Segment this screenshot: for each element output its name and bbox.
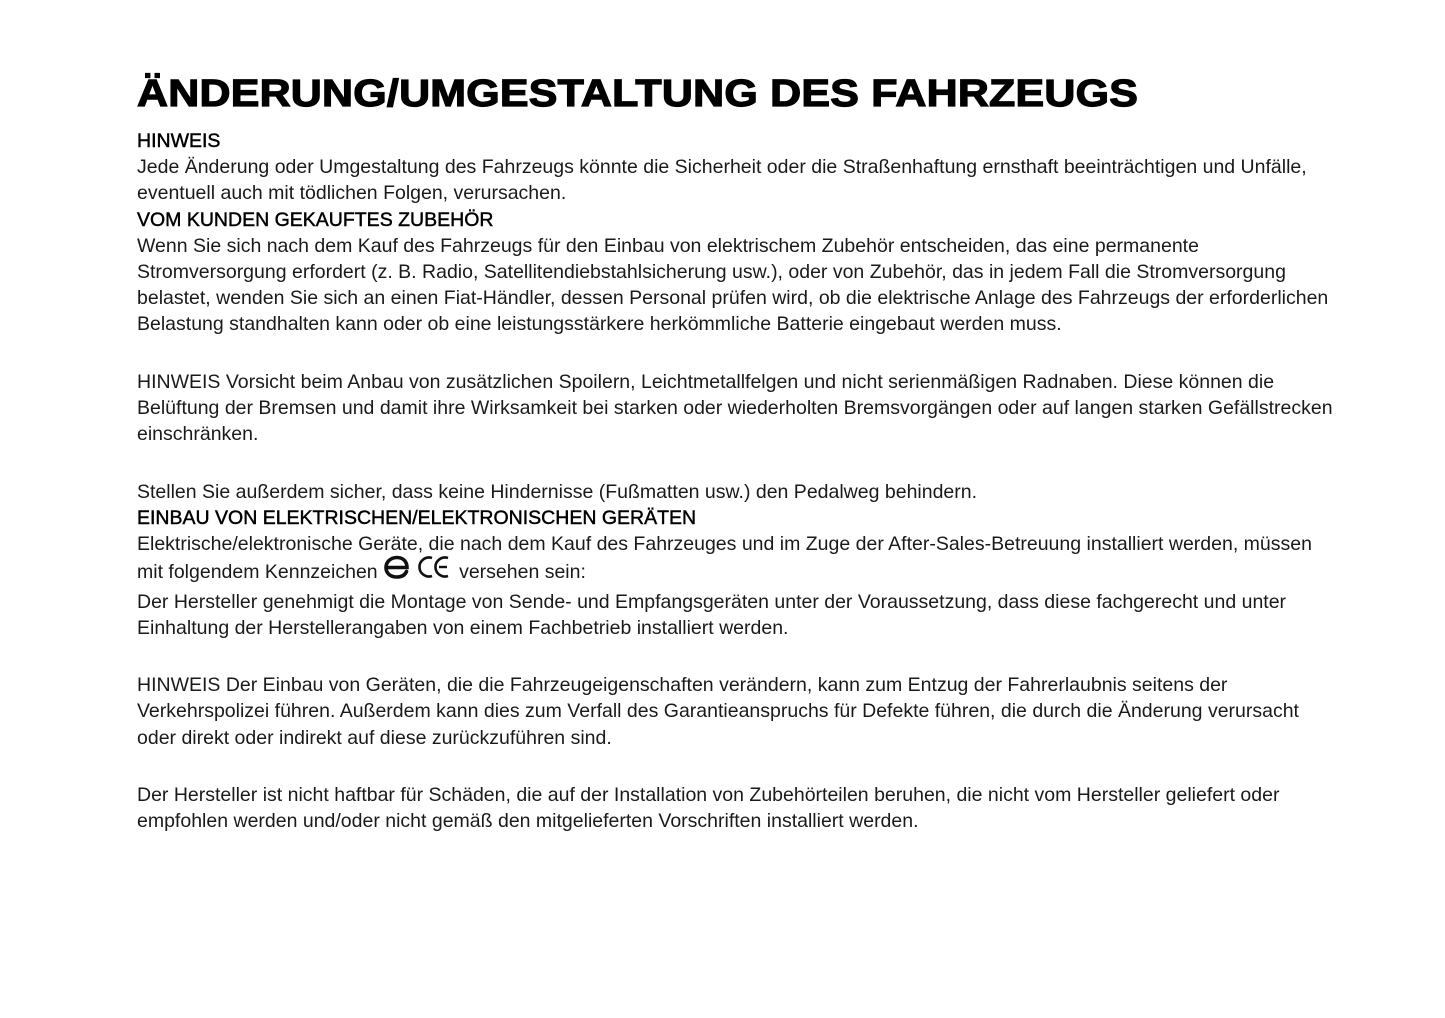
page-title: ÄNDERUNG/UMGESTALTUNG DES FAHRZEUGS xyxy=(137,73,1139,115)
paragraph-warning: Jede Änderung oder Umgestaltung des Fahrzeugs könnte die Sicherheit oder die Straßenhaftung ernsthaft beeinträchtigen und Unfälle, eventuell auch mit tödlichen Folgen, verursachen. xyxy=(137,156,1307,205)
electronic-devices-text-end: versehen sein: xyxy=(459,561,586,584)
paragraph-accessories: Wenn Sie sich nach dem Kauf des Fahrzeugs für den Einbau von elektrischem Zubehör entscheiden, das eine permanente Stromversorgung erfordert (z. B. Radio, Satellitendiebstahlsicherung usw.), oder von Zubehör, das in jedem Fall die Stromversorgung belastet, wenden Sie sich an einen Fiat-Händler, dessen Personal prüfen wird, ob die elektrische Anlage des Fahrzeugs der erforderlichen Belastung standhalten kann oder ob eine leistungsstärkere herkömmliche Batterie eingebaut werden muss. xyxy=(137,234,1329,336)
paragraph-liability: Der Hersteller ist nicht haftbar für Schäden, die auf der Installation von Zubehörteilen beruhen, die nicht vom Hersteller geliefert oder empfohlen werden und/oder nicht gemäß den mitgelieferten Vorschriften installiert werden. xyxy=(137,784,1280,833)
paragraph-spoilers-note: HINWEIS Vorsicht beim Anbau von zusätzlichen Spoilern, Leichtmetallfelgen und nicht serienmäßigen Radnaben. Diese können die Belüftung der Bremsen und damit ihre Wirksamkeit bei starken oder wiederholten Bremsvorgängen oder auf langen starken Gefällstrecken einschränken. xyxy=(137,370,1333,446)
paragraph-electronic-devices xyxy=(137,531,1337,589)
section-heading-electronic-devices: EINBAU VON ELEKTRISCHEN/ELEKTRONISCHEN GERÄTEN xyxy=(137,506,697,529)
paragraph-spacer xyxy=(137,751,1337,782)
paragraph-license-warning: HINWEIS Der Einbau von Geräten, die die Fahrzeugeigenschaften verändern, kann zum Entzug der Fahrerlaubnis seitens der Verkehrspolizei führen. Außerdem kann dies zum Verfall des Garantieanspruchs für Defekte führen, die durch die Änderung verursacht oder direkt oder indirekt auf diese zurückzuführen sind. xyxy=(137,674,1299,749)
paragraph-spacer xyxy=(137,641,1337,672)
paragraph-pedal-obstruction: Stellen Sie außerdem sicher, dass keine Hindernisse (Fußmatten usw.) den Pedalweg behindern. xyxy=(137,480,978,503)
ce-mark-icon xyxy=(418,555,452,586)
document-page xyxy=(137,70,1337,835)
section-heading-accessories: VOM KUNDEN GEKAUFTES ZUBEHÖR xyxy=(137,208,494,231)
electronic-devices-text: Elektrische/elektronische Geräte, die nach dem Kauf des Fahrzeuges und im Zuge der After-Sales-Betreuung installiert werden, müssen mit folgendem Kennzeichen xyxy=(137,532,1312,584)
section-heading-hinweis: HINWEIS xyxy=(137,130,221,152)
e-mark-icon xyxy=(382,555,412,586)
paragraph-spacer xyxy=(137,338,1337,369)
paragraph-transmitters: Der Hersteller genehmigt die Montage von Sende- und Empfangsgeräten unter der Voraussetzung, dass diese fachgerecht und unter Einhaltung der Herstellerangaben von einem Fachbetrieb installiert werden. xyxy=(137,590,1287,639)
paragraph-spacer xyxy=(137,448,1337,479)
